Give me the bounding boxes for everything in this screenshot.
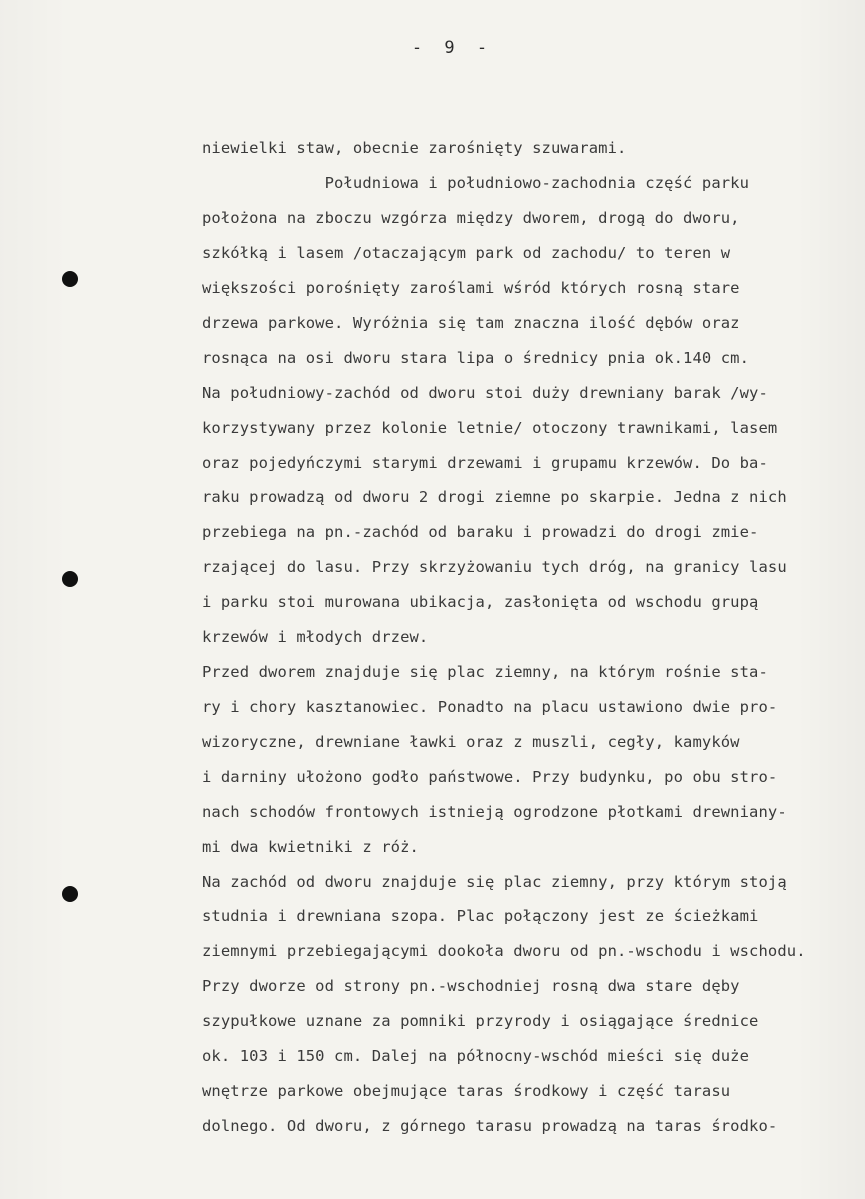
text-line: drzewa parkowe. Wyróżnia się tam znaczna ilość dębów oraz — [202, 314, 740, 332]
text-line: i darniny ułożono godło państwowe. Przy budynku, po obu stro- — [202, 768, 778, 786]
text-line: wizoryczne, drewniane ławki oraz z muszli, cegły, kamyków — [202, 733, 740, 751]
text-line: wnętrze parkowe obejmujące taras środkowy i część tarasu — [202, 1082, 731, 1100]
text-line: szkółką i lasem /otaczającym park od zachodu/ to teren w — [202, 244, 731, 262]
text-line: rosnąca na osi dworu stara lipa o średnicy pnia ok.140 cm. — [202, 349, 750, 367]
text-line: Południowa i południowo-zachodnia część parku — [202, 174, 750, 192]
text-line: dolnego. Od dworu, z górnego tarasu prowadzą na taras środko- — [202, 1117, 778, 1135]
text-line: szypułkowe uznane za pomniki przyrody i osiągające średnice — [202, 1012, 759, 1030]
text-line: niewielki staw, obecnie zarośnięty szuwarami. — [202, 139, 627, 157]
text-line: Przy dworze od strony pn.-wschodniej rosną dwa stare dęby — [202, 977, 740, 995]
text-line: korzystywany przez kolonie letnie/ otoczony trawnikami, lasem — [202, 419, 778, 437]
text-line: krzewów i młodych drzew. — [202, 628, 429, 646]
text-line: przebiega na pn.-zachód od baraku i prowadzi do drogi zmie- — [202, 523, 759, 541]
text-line: Przed dworem znajduje się plac ziemny, na którym rośnie sta- — [202, 663, 768, 681]
text-line: położona na zboczu wzgórza między dworem, drogą do dworu, — [202, 209, 740, 227]
text-line: Na południowy-zachód od dworu stoi duży drewniany barak /wy- — [202, 384, 768, 402]
binder-hole — [62, 571, 78, 587]
text-line: Na zachód od dworu znajduje się plac ziemny, przy którym stoją — [202, 873, 787, 891]
text-line: większości porośnięty zaroślami wśród których rosną stare — [202, 279, 740, 297]
text-line: ziemnymi przebiegającymi dookoła dworu od pn.-wschodu i wschodu. — [202, 942, 806, 960]
text-line: i parku stoi murowana ubikacja, zasłonięta od wschodu grupą — [202, 593, 759, 611]
text-line: raku prowadzą od dworu 2 drogi ziemne po skarpie. Jedna z nich — [202, 488, 787, 506]
page-number: - 9 - — [411, 38, 494, 58]
text-line: nach schodów frontowych istnieją ogrodzone płotkami drewniany- — [202, 803, 787, 821]
text-line: ok. 103 i 150 cm. Dalej na północny-wschód mieści się duże — [202, 1047, 750, 1065]
text-line: oraz pojedyńczymi starymi drzewami i grupamu krzewów. Do ba- — [202, 454, 768, 472]
text-line: ry i chory kasztanowiec. Ponadto na placu ustawiono dwie pro- — [202, 698, 778, 716]
text-line: rzającej do lasu. Przy skrzyżowaniu tych dróg, na granicy lasu — [202, 558, 787, 576]
text-line: studnia i drewniana szopa. Plac połączony jest ze ścieżkami — [202, 907, 759, 925]
text-line: mi dwa kwietniki z róż. — [202, 838, 419, 856]
binder-hole — [62, 271, 78, 287]
binder-hole — [62, 886, 78, 902]
